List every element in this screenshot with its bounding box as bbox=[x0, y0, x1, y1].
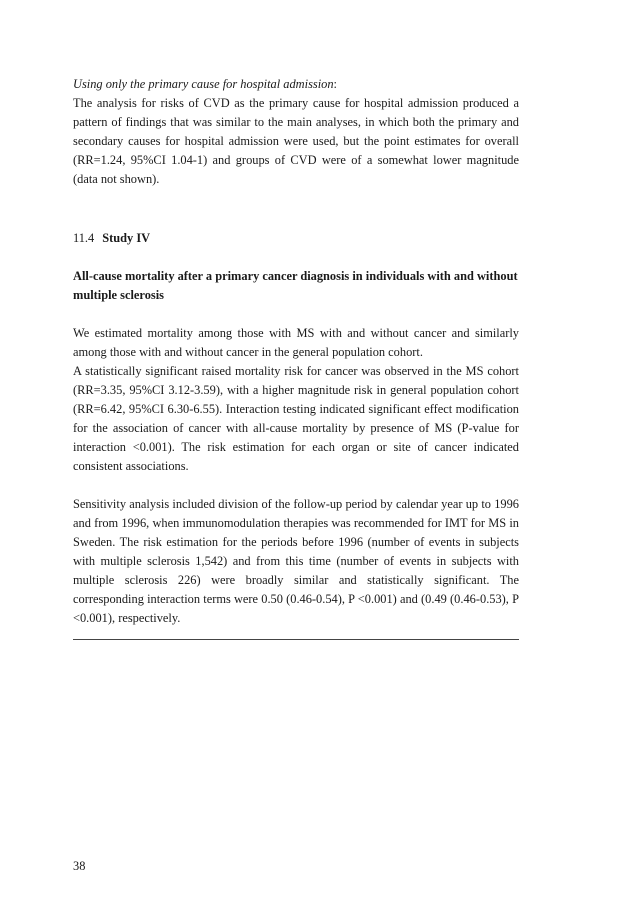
section-heading bbox=[73, 229, 519, 248]
intro-heading-colon: : bbox=[333, 77, 337, 91]
page-number: 38 bbox=[73, 859, 86, 873]
paragraph-estimation: We estimated mortality among those with MS with and without cancer and similarly among those with and without cancer in the general population cohort. bbox=[73, 326, 519, 359]
paragraph-sensitivity: Sensitivity analysis included division of the follow-up period by calendar year up to 1996 and from 1996, when immunomodulation therapies was recommended for IMT for MS in Sweden. The risk estimation for the periods before 1996 (number of events in subjects with multiple sclerosis 1,542) and from this time (number of events in subjects with multiple sclerosis 226) were broadly similar and statistically significant. The corresponding interaction terms were 0.50 (0.46-0.54), P <0.001) and (0.49 (0.46-0.53), P <0.001), respectively. bbox=[73, 497, 519, 625]
paragraph-results: A statistically significant raised mortality risk for cancer was observed in the MS cohort (RR=3.35, 95%CI 3.12-3.59), with a higher magnitude risk in general population cohort (RR=6.42, 95%CI 6.30-6.55). Interaction testing indicated significant effect modification for the association of cancer with all-cause mortality by presence of MS (P-value for interaction <0.001). The risk estimation for each organ or site of cancer indicated consistent associations. bbox=[73, 364, 519, 473]
section-title: Study IV bbox=[102, 231, 151, 245]
spacer bbox=[73, 189, 519, 229]
section-number: 11.4 bbox=[73, 231, 95, 245]
page-body bbox=[73, 75, 519, 640]
subheading: All-cause mortality after a primary cancer diagnosis in individuals with and without multiple sclerosis bbox=[73, 269, 518, 302]
intro-heading bbox=[73, 75, 519, 94]
intro-heading-italic: Using only the primary cause for hospital admission bbox=[73, 77, 334, 91]
spacer bbox=[73, 305, 519, 324]
horizontal-rule bbox=[73, 639, 519, 640]
spacer bbox=[73, 476, 519, 495]
intro-paragraph: The analysis for risks of CVD as the primary cause for hospital admission produced a pattern of findings that was similar to the main analyses, in which both the primary and secondary causes for hospital admission were used, but the point estimates for overall (RR=1.24, 95%CI 1.04-1) and groups of CVD were of a somewhat lower magnitude (data not shown). bbox=[73, 96, 519, 186]
spacer bbox=[73, 248, 519, 267]
